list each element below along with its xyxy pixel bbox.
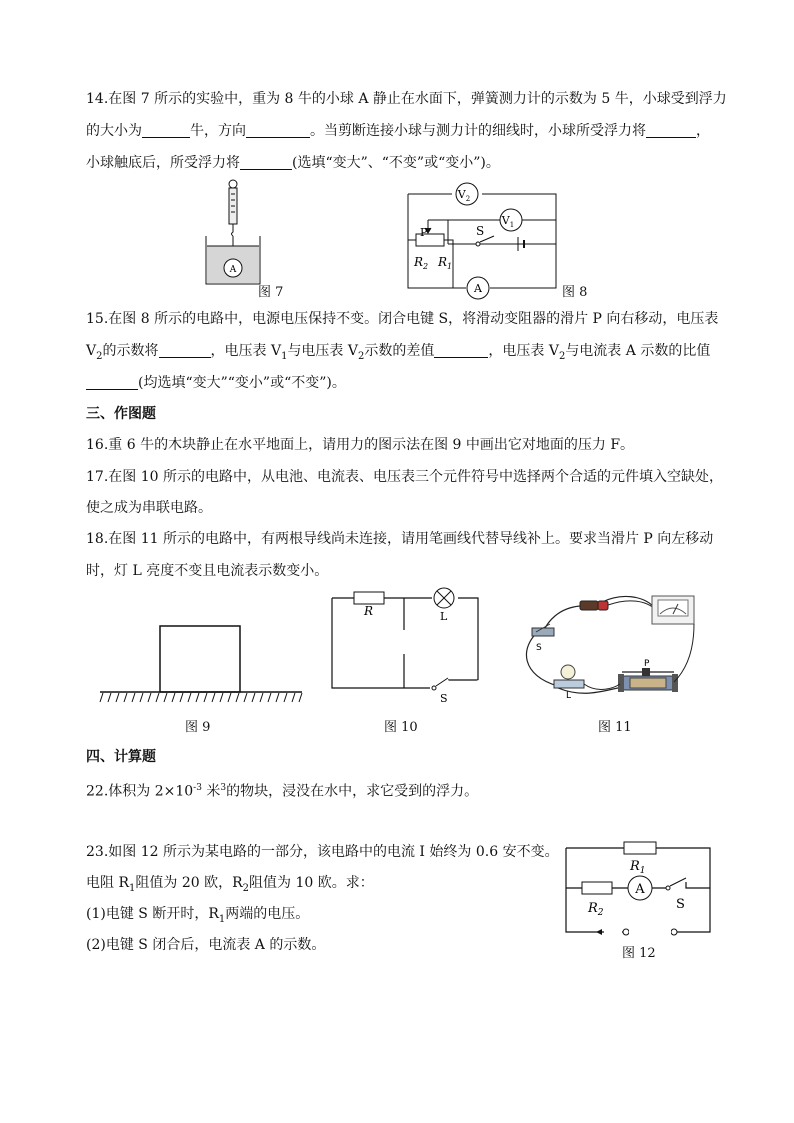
- q15-sub: 2: [96, 350, 103, 362]
- q15-sub: 2: [558, 350, 566, 362]
- q15-text: 示数的差值: [364, 343, 435, 359]
- q23-line-2: [86, 873, 374, 899]
- q23-text: 阻值为 20 欧，R: [135, 875, 243, 891]
- q14-text: (选填“变大”、“不变”或“变小”)。: [292, 155, 500, 171]
- q18-line-2: 时，灯 L 亮度不变且电流表示数变小。: [86, 563, 329, 579]
- q15-text: V: [86, 343, 97, 359]
- q15-line-3: [86, 373, 346, 393]
- switch-s-label: S: [476, 224, 485, 238]
- r2-label: $R_2$: [414, 255, 429, 271]
- q15-text: ，电压表 V: [210, 343, 282, 359]
- q14-line-3: [86, 153, 500, 173]
- q15-line-1: 15.在图 8 所示的电路中，电源电压保持不变。闭合电键 S，将滑动变阻器的滑片 P 向右移动，电压表: [86, 311, 719, 327]
- q22-text-part: 的物块，浸没在水中，求它受到的浮力。: [226, 783, 479, 800]
- figure-10-circuit: [330, 588, 480, 705]
- q23-line-4: (2)电键 S 闭合后，电流表 A 的示数。: [86, 937, 326, 953]
- q14-text: 牛，方向: [190, 123, 246, 139]
- answer-blank[interactable]: [142, 123, 190, 138]
- figure-9-caption: 图 9: [185, 720, 211, 735]
- q22-text-part: 米: [201, 783, 221, 800]
- figure-7-caption: 图 7: [258, 285, 284, 300]
- answer-blank[interactable]: [246, 123, 310, 138]
- switch-s-label: S: [536, 643, 542, 653]
- figure-7-diagram: [200, 176, 270, 288]
- answer-blank[interactable]: [86, 375, 138, 390]
- lamp-l-label: L: [440, 610, 448, 623]
- q15-text: 与电流表 A 示数的比值: [565, 343, 711, 359]
- q14-text: 小球触底后，所受浮力将: [86, 155, 240, 171]
- slider-p-label: P: [644, 659, 650, 669]
- ball-label: A: [229, 265, 237, 275]
- q23-text: 电阻 R: [86, 875, 129, 891]
- q14-text: 的大小为: [86, 123, 142, 139]
- q18-line-1: 18.在图 11 所示的电路中，有两根导线尚未连接，请用笔画线代替导线补上。要求当滑片 P 向左移动: [86, 531, 714, 547]
- r1-label: $R_1$: [630, 859, 646, 876]
- switch-s-label: S: [440, 692, 448, 705]
- q15-text: (均选填“变大”“变小”或“不变”)。: [138, 375, 346, 391]
- section-3-heading: 三、作图题: [86, 406, 156, 422]
- figure-8-caption: 图 8: [562, 285, 588, 300]
- switch-s-label: S: [676, 897, 685, 912]
- r1-label: $R_1$: [438, 255, 453, 271]
- q14-line-2: [86, 121, 710, 141]
- lamp-l-label: L: [566, 691, 572, 701]
- ammeter-label: A: [635, 882, 645, 897]
- answer-blank[interactable]: [434, 343, 488, 358]
- exponent: -3: [193, 783, 202, 793]
- figure-9-diagram: [100, 624, 302, 704]
- q15-sub: 2: [358, 350, 365, 362]
- q23-text: 两端的电压。: [225, 906, 310, 922]
- figure-12-caption: 图 12: [622, 946, 656, 961]
- figure-11-caption: 图 11: [598, 720, 632, 735]
- q15-sub: 1: [281, 350, 288, 362]
- q15-text: ，电压表 V: [488, 343, 559, 359]
- q15-line-2: [86, 341, 710, 367]
- exponent: 3: [220, 783, 227, 793]
- q15-text: 的示数将: [102, 343, 159, 359]
- section-4-heading: 四、计算题: [86, 749, 156, 765]
- v2-label: $V_2$: [457, 188, 471, 203]
- figure-11-apparatus: [518, 588, 708, 700]
- resistor-r-label: R: [364, 604, 374, 618]
- q23-text: (1)电键 S 断开时，R: [86, 906, 219, 922]
- q14-text: ，: [696, 123, 710, 139]
- q22-text-part: 22.体积为 2×10: [86, 783, 194, 800]
- v1-label: $V_1$: [501, 214, 515, 229]
- q23-text: 阻值为 10 欧。求：: [249, 875, 374, 891]
- q17-line-2: 使之成为串联电路。: [86, 500, 212, 516]
- r2-label: $R_2$: [588, 901, 604, 918]
- q23-line-1: 23.如图 12 所示为某电路的一部分，该电路中的电流 I 始终为 0.6 安不变。: [86, 844, 559, 860]
- figure-8-circuit: [398, 180, 568, 295]
- q15-text: 与电压表 V: [287, 343, 358, 359]
- answer-blank[interactable]: [159, 343, 211, 358]
- q14-line-1: 14.在图 7 所示的实验中，重为 8 牛的小球 A 静止在水面下，弹簧测力计的示数为 5 牛，小球受到浮力: [86, 91, 727, 107]
- q23-sub: 1: [218, 913, 226, 925]
- figure-12-circuit: [562, 840, 714, 940]
- figure-10-caption: 图 10: [384, 720, 418, 735]
- q17-line-1: 17.在图 10 所示的电路中，从电池、电流表、电压表三个元件符号中选择两个合适的元件填入空缺处，: [86, 469, 723, 485]
- q23-sub: 2: [242, 882, 250, 894]
- slider-p-label: P: [420, 226, 428, 239]
- q23-line-3: [86, 904, 309, 930]
- q16-text: 16.重 6 牛的木块静止在水平地面上，请用力的图示法在图 9 中画出它对地面的压力 F。: [86, 437, 635, 453]
- answer-blank[interactable]: [240, 155, 292, 170]
- answer-blank[interactable]: [646, 123, 696, 138]
- q22-text: [86, 778, 478, 802]
- ammeter-label: A: [474, 282, 482, 295]
- q23-sub: 1: [129, 882, 136, 894]
- q14-text: 。当剪断连接小球与测力计的细线时，小球所受浮力将: [310, 123, 646, 139]
